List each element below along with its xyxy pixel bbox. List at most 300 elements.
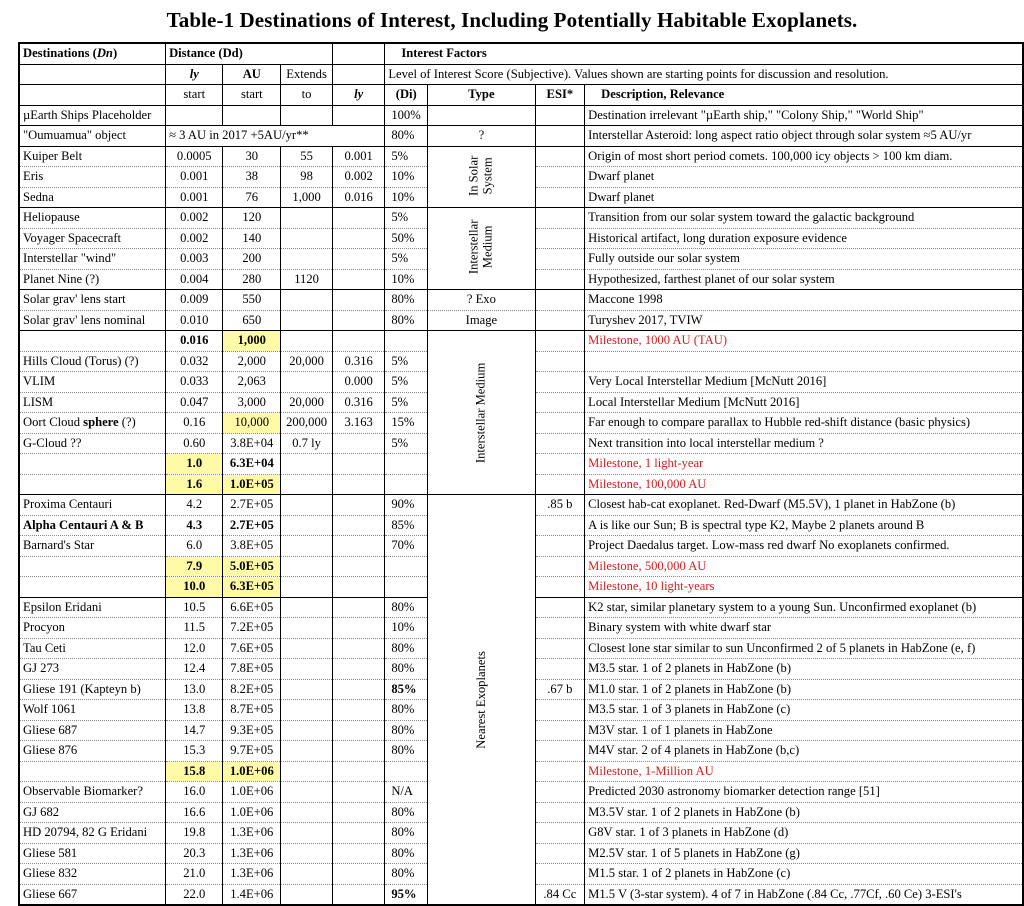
esi-value bbox=[535, 249, 585, 270]
table-row bbox=[19, 64, 1023, 85]
au-start: 5.0E+05 bbox=[223, 556, 281, 577]
au-start: 3,000 bbox=[223, 392, 281, 413]
destination-name: Kuiper Belt bbox=[19, 146, 166, 167]
esi-value bbox=[535, 310, 585, 331]
au-start: 38 bbox=[223, 167, 281, 188]
type-header: Type bbox=[428, 85, 535, 106]
description: A is like our Sun; B is spectral type K2, Maybe 2 planets around B bbox=[585, 515, 1023, 536]
ly-start: 0.60 bbox=[166, 433, 223, 454]
ly-start: 20.3 bbox=[166, 843, 223, 864]
extends-header: Extends bbox=[281, 64, 333, 85]
empty-cell bbox=[333, 43, 385, 64]
extends-to bbox=[281, 290, 333, 311]
ly-to: 0.002 bbox=[333, 167, 385, 188]
extends-to: 98 bbox=[281, 167, 333, 188]
ly-start: 0.009 bbox=[166, 290, 223, 311]
esi-value bbox=[535, 331, 585, 352]
destination-name: GJ 682 bbox=[19, 802, 166, 823]
description: G8V star. 1 of 3 planets in HabZone (d) bbox=[585, 823, 1023, 844]
interest-score: 85% bbox=[385, 515, 428, 536]
ly-start: 14.7 bbox=[166, 720, 223, 741]
ly-to bbox=[333, 597, 385, 618]
table-title: Table-1 Destinations of Interest, Including Potentially Habitable Exoplanets. bbox=[166, 8, 858, 32]
au-start: 1.3E+06 bbox=[223, 823, 281, 844]
ly-start: 10.0 bbox=[166, 577, 223, 598]
description: Destination irrelevant "µEarth ship," "Colony Ship," "World Ship" bbox=[585, 105, 1023, 126]
esi-value: .84 Cc bbox=[535, 884, 585, 905]
esi-value: .85 b bbox=[535, 495, 585, 516]
au-start: 9.7E+05 bbox=[223, 741, 281, 762]
interest-score: 95% bbox=[385, 884, 428, 905]
description: Project Daedalus target. Low-mass red dwarf No exoplanets confirmed. bbox=[585, 536, 1023, 557]
description: Dwarf planet bbox=[585, 167, 1023, 188]
description: Fully outside our solar system bbox=[585, 249, 1023, 270]
ly-to bbox=[333, 638, 385, 659]
au-start: 10,000 bbox=[223, 413, 281, 434]
interest-score: 70% bbox=[385, 536, 428, 557]
au-start: 7.6E+05 bbox=[223, 638, 281, 659]
ly-to: 3.163 bbox=[333, 413, 385, 434]
interest-score: 10% bbox=[385, 269, 428, 290]
extends-to bbox=[281, 454, 333, 475]
destination-name: Sedna bbox=[19, 187, 166, 208]
ly-to bbox=[333, 700, 385, 721]
extends-to bbox=[281, 536, 333, 557]
au-start: 200 bbox=[223, 249, 281, 270]
interest-score: 80% bbox=[385, 864, 428, 885]
description: M4V star. 2 of 4 planets in HabZone (b,c) bbox=[585, 741, 1023, 762]
ly-to: 0.000 bbox=[333, 372, 385, 393]
esi-value bbox=[535, 269, 585, 290]
ly-to bbox=[333, 290, 385, 311]
description-header: Description, Relevance bbox=[585, 85, 1023, 106]
interest-score bbox=[385, 761, 428, 782]
name-bold: sphere bbox=[83, 415, 119, 429]
extends-to: 20,000 bbox=[281, 351, 333, 372]
esi-value bbox=[535, 290, 585, 311]
destination-name: Eris bbox=[19, 167, 166, 188]
destination-name bbox=[19, 474, 166, 495]
extends-to bbox=[281, 474, 333, 495]
distance-span: ≈ 3 AU in 2017 +5AU/yr** bbox=[166, 126, 385, 147]
ly-start: 11.5 bbox=[166, 618, 223, 639]
ly-to bbox=[333, 843, 385, 864]
exo-type: ? Exo bbox=[428, 290, 535, 311]
ly-to bbox=[333, 618, 385, 639]
image-type: Image bbox=[428, 310, 535, 331]
solar-group-label bbox=[468, 155, 496, 195]
description: M3.5V star. 1 of 2 planets in HabZone (b) bbox=[585, 802, 1023, 823]
empty-cell bbox=[333, 64, 385, 85]
description: Milestone, 100,000 AU bbox=[585, 474, 1023, 495]
esi-value bbox=[535, 146, 585, 167]
ly-to bbox=[333, 331, 385, 352]
ly-to bbox=[333, 761, 385, 782]
ly-start: 0.0005 bbox=[166, 146, 223, 167]
description: M1.5 star. 1 of 2 planets in HabZone (c) bbox=[585, 864, 1023, 885]
interest-score: 5% bbox=[385, 433, 428, 454]
ly-to bbox=[333, 228, 385, 249]
au-start: 8.7E+05 bbox=[223, 700, 281, 721]
extends-to bbox=[281, 597, 333, 618]
ly-to bbox=[333, 577, 385, 598]
interest-score: 10% bbox=[385, 167, 428, 188]
interest-score: 5% bbox=[385, 392, 428, 413]
esi-value bbox=[535, 515, 585, 536]
au-start: 1.0E+06 bbox=[223, 782, 281, 803]
description: Milestone, 1 light-year bbox=[585, 454, 1023, 475]
description: M1.5 V (3-star system). 4 of 7 in HabZone (.84 Cc, .77Cf, .60 Ce) 3-ESI's bbox=[585, 884, 1023, 905]
extends-to: 55 bbox=[281, 146, 333, 167]
ly-to bbox=[333, 269, 385, 290]
ly-start: 0.010 bbox=[166, 310, 223, 331]
description: Closest lone star similar to sun Unconfirmed 2 of 5 planets in HabZone (e, f) bbox=[585, 638, 1023, 659]
destination-name: "Oumuamua" object bbox=[19, 126, 166, 147]
description: Maccone 1998 bbox=[585, 290, 1023, 311]
au-start: 1.0E+06 bbox=[223, 761, 281, 782]
extends-to bbox=[281, 515, 333, 536]
description: K2 star, similar planetary system to a young Sun. Unconfirmed exoplanet (b) bbox=[585, 597, 1023, 618]
description: Closest hab-cat exoplanet. Red-Dwarf (M5.5V), 1 planet in HabZone (b) bbox=[585, 495, 1023, 516]
ly-start: 0.016 bbox=[166, 331, 223, 352]
esi-value bbox=[535, 474, 585, 495]
destination-name: Gliese 876 bbox=[19, 741, 166, 762]
ly-to bbox=[333, 249, 385, 270]
ly-to bbox=[333, 659, 385, 680]
description: Dwarf planet bbox=[585, 187, 1023, 208]
interest-score: 80% bbox=[385, 597, 428, 618]
au-start: 120 bbox=[223, 208, 281, 229]
destination-name: Gliese 832 bbox=[19, 864, 166, 885]
destination-name: Solar grav' lens start bbox=[19, 290, 166, 311]
extends-to bbox=[281, 659, 333, 680]
interest-score bbox=[385, 454, 428, 475]
extends-to bbox=[281, 802, 333, 823]
au-start: 280 bbox=[223, 269, 281, 290]
ly-to bbox=[333, 802, 385, 823]
au-start: 2,063 bbox=[223, 372, 281, 393]
table-row bbox=[19, 208, 1023, 229]
ly-to bbox=[333, 679, 385, 700]
interest-score: 5% bbox=[385, 351, 428, 372]
ly-to bbox=[333, 495, 385, 516]
destination-name: G-Cloud ?? bbox=[19, 433, 166, 454]
ly-start: 4.2 bbox=[166, 495, 223, 516]
destination-name: Solar grav' lens nominal bbox=[19, 310, 166, 331]
extends-to bbox=[281, 228, 333, 249]
au-start: 6.3E+04 bbox=[223, 454, 281, 475]
interest-score: 80% bbox=[385, 638, 428, 659]
extends-to bbox=[281, 208, 333, 229]
extends-to: 200,000 bbox=[281, 413, 333, 434]
ly-start: 19.8 bbox=[166, 823, 223, 844]
extends-to: 1120 bbox=[281, 269, 333, 290]
interest-score: 50% bbox=[385, 228, 428, 249]
ly-to bbox=[333, 208, 385, 229]
description: Next transition into local interstellar medium ? bbox=[585, 433, 1023, 454]
au-header: AU bbox=[223, 64, 281, 85]
ly-start: 16.0 bbox=[166, 782, 223, 803]
interest-score: 80% bbox=[385, 720, 428, 741]
esi-value bbox=[535, 228, 585, 249]
interest-score: 5% bbox=[385, 208, 428, 229]
au-start: 1.3E+06 bbox=[223, 843, 281, 864]
destination-name: Heliopause bbox=[19, 208, 166, 229]
ly-start: 0.033 bbox=[166, 372, 223, 393]
ly-start: 12.0 bbox=[166, 638, 223, 659]
ly-to bbox=[333, 105, 385, 126]
extends-to bbox=[281, 761, 333, 782]
esi-value bbox=[535, 761, 585, 782]
ly-to: 0.001 bbox=[333, 146, 385, 167]
ly-start: 10.5 bbox=[166, 597, 223, 618]
extends-to bbox=[281, 105, 333, 126]
solar-line-2: System bbox=[480, 156, 495, 194]
interest-score: 5% bbox=[385, 372, 428, 393]
au-start: 3.8E+04 bbox=[223, 433, 281, 454]
au-start: 6.3E+05 bbox=[223, 577, 281, 598]
description: Turyshev 2017, TVIW bbox=[585, 310, 1023, 331]
ly-start: 16.6 bbox=[166, 802, 223, 823]
interest-score: 100% bbox=[385, 105, 428, 126]
ly-start: 0.002 bbox=[166, 208, 223, 229]
esi-value bbox=[535, 556, 585, 577]
au-start: 1.3E+06 bbox=[223, 864, 281, 885]
interest-score: 80% bbox=[385, 659, 428, 680]
esi-value bbox=[535, 577, 585, 598]
ly-to bbox=[333, 823, 385, 844]
empty-cell bbox=[19, 85, 166, 106]
destination-name: Hills Cloud (Torus) (?) bbox=[19, 351, 166, 372]
description: Predicted 2030 astronomy biomarker detection range [51] bbox=[585, 782, 1023, 803]
destination-name: Procyon bbox=[19, 618, 166, 639]
interest-score: 80% bbox=[385, 843, 428, 864]
description: Milestone, 1-Million AU bbox=[585, 761, 1023, 782]
esi-value bbox=[535, 638, 585, 659]
ly-to bbox=[333, 884, 385, 905]
ly-to bbox=[333, 720, 385, 741]
esi-value bbox=[535, 618, 585, 639]
au-start: 2.7E+05 bbox=[223, 515, 281, 536]
esi-value bbox=[535, 413, 585, 434]
esi-value bbox=[535, 823, 585, 844]
destination-name bbox=[19, 577, 166, 598]
start-label: start bbox=[166, 85, 223, 106]
esi-value bbox=[535, 167, 585, 188]
destination-name bbox=[19, 413, 166, 434]
ly-header: ly bbox=[166, 64, 223, 85]
destination-name bbox=[19, 556, 166, 577]
destination-name: Barnard's Star bbox=[19, 536, 166, 557]
esi-value bbox=[535, 372, 585, 393]
description: Origin of most short period comets. 100,000 icy objects > 100 km diam. bbox=[585, 146, 1023, 167]
destination-name: Proxima Centauri bbox=[19, 495, 166, 516]
ly-to bbox=[333, 310, 385, 331]
destination-name: Observable Biomarker? bbox=[19, 782, 166, 803]
extends-to bbox=[281, 843, 333, 864]
esi-value bbox=[535, 536, 585, 557]
ly-to: 0.316 bbox=[333, 351, 385, 372]
esi-header: ESI* bbox=[535, 85, 585, 106]
table-row bbox=[19, 105, 1023, 126]
destination-name: Wolf 1061 bbox=[19, 700, 166, 721]
au-start: 7.2E+05 bbox=[223, 618, 281, 639]
interest-score: 90% bbox=[385, 495, 428, 516]
description: Milestone, 1000 AU (TAU) bbox=[585, 331, 1023, 352]
name-part: Oort Cloud bbox=[23, 415, 84, 429]
destinations-header bbox=[19, 43, 166, 64]
interest-score: 80% bbox=[385, 126, 428, 147]
table-row bbox=[19, 43, 1023, 64]
extends-to bbox=[281, 249, 333, 270]
esi-value bbox=[535, 126, 585, 147]
destination-name: LISM bbox=[19, 392, 166, 413]
destination-name: GJ 273 bbox=[19, 659, 166, 680]
au-start: 650 bbox=[223, 310, 281, 331]
au-start: 8.2E+05 bbox=[223, 679, 281, 700]
extends-to bbox=[281, 700, 333, 721]
extends-to bbox=[281, 741, 333, 762]
table-row bbox=[19, 310, 1023, 331]
destination-name: VLIM bbox=[19, 372, 166, 393]
au-start: 6.6E+05 bbox=[223, 597, 281, 618]
description bbox=[585, 351, 1023, 372]
extends-to bbox=[281, 618, 333, 639]
description: Historical artifact, long duration exposure evidence bbox=[585, 228, 1023, 249]
ly-start: 0.004 bbox=[166, 269, 223, 290]
interest-score: 5% bbox=[385, 249, 428, 270]
extends-to: 20,000 bbox=[281, 392, 333, 413]
au-start: 1,000 bbox=[223, 331, 281, 352]
description: M1.0 star. 1 of 2 planets in HabZone (b) bbox=[585, 679, 1023, 700]
esi-value bbox=[535, 351, 585, 372]
esi-value bbox=[535, 864, 585, 885]
destination-name: Gliese 581 bbox=[19, 843, 166, 864]
interstellar-medium-group bbox=[428, 331, 535, 495]
table-row bbox=[19, 126, 1023, 147]
extends-to bbox=[281, 884, 333, 905]
esi-value bbox=[535, 802, 585, 823]
interest-score: 80% bbox=[385, 700, 428, 721]
destination-name bbox=[19, 454, 166, 475]
esi-value bbox=[535, 843, 585, 864]
description: Hypothesized, farthest planet of our solar system bbox=[585, 269, 1023, 290]
empty-cell bbox=[19, 64, 166, 85]
ly-to bbox=[333, 474, 385, 495]
destination-name bbox=[19, 761, 166, 782]
interest-score bbox=[385, 556, 428, 577]
interstellar-medium-small-group bbox=[428, 208, 535, 290]
au-start: 1.0E+06 bbox=[223, 802, 281, 823]
ly-to bbox=[333, 536, 385, 557]
ly-to: 0.316 bbox=[333, 392, 385, 413]
type-cell bbox=[428, 105, 535, 126]
au-start bbox=[223, 105, 281, 126]
interest-score: N/A bbox=[385, 782, 428, 803]
interest-factors-header: Interest Factors bbox=[385, 43, 1023, 64]
esi-value bbox=[535, 597, 585, 618]
interest-score bbox=[385, 331, 428, 352]
ly-to bbox=[333, 515, 385, 536]
destination-name: Tau Ceti bbox=[19, 638, 166, 659]
im-large-label: Interstellar Medium bbox=[473, 362, 488, 463]
au-start: 1.4E+06 bbox=[223, 884, 281, 905]
esi-value bbox=[535, 433, 585, 454]
esi-value bbox=[535, 741, 585, 762]
ly-start: 21.0 bbox=[166, 864, 223, 885]
ly-start: 7.9 bbox=[166, 556, 223, 577]
au-start: 7.8E+05 bbox=[223, 659, 281, 680]
extends-to bbox=[281, 556, 333, 577]
extends-to bbox=[281, 679, 333, 700]
esi-value bbox=[535, 700, 585, 721]
au-start: 9.3E+05 bbox=[223, 720, 281, 741]
description: M3.5 star. 1 of 2 planets in HabZone (b) bbox=[585, 659, 1023, 680]
start-label: start bbox=[223, 85, 281, 106]
esi-value bbox=[535, 720, 585, 741]
esi-value bbox=[535, 782, 585, 803]
im-line-2: Medium bbox=[480, 225, 495, 269]
description: Interstellar Asteroid: long aspect ratio object through solar system ≈5 AU/yr bbox=[585, 126, 1023, 147]
au-start: 2.7E+05 bbox=[223, 495, 281, 516]
ly-start: 0.047 bbox=[166, 392, 223, 413]
au-start: 3.8E+05 bbox=[223, 536, 281, 557]
esi-value bbox=[535, 208, 585, 229]
ly-start: 22.0 bbox=[166, 884, 223, 905]
extends-to bbox=[281, 577, 333, 598]
ly-start: 6.0 bbox=[166, 536, 223, 557]
ly-label: ly bbox=[333, 85, 385, 106]
table-row bbox=[19, 290, 1023, 311]
description: M3V star. 1 of 1 planets in HabZone bbox=[585, 720, 1023, 741]
description: Milestone, 500,000 AU bbox=[585, 556, 1023, 577]
extends-to bbox=[281, 782, 333, 803]
description: Transition from our solar system toward the galactic background bbox=[585, 208, 1023, 229]
extends-to bbox=[281, 720, 333, 741]
level-note: Level of Interest Score (Subjective). Values shown are starting points for discussion and resolution. bbox=[385, 64, 1023, 85]
destination-name bbox=[19, 331, 166, 352]
ly-start: 15.3 bbox=[166, 741, 223, 762]
interest-score: 80% bbox=[385, 823, 428, 844]
interest-score: 10% bbox=[385, 187, 428, 208]
description: Local Interstellar Medium [McNutt 2016] bbox=[585, 392, 1023, 413]
destination-name: Gliese 191 (Kapteyn b) bbox=[19, 679, 166, 700]
extends-to: 0.7 ly bbox=[281, 433, 333, 454]
esi-value: .67 b bbox=[535, 679, 585, 700]
description: Binary system with white dwarf star bbox=[585, 618, 1023, 639]
destinations-label: Destinations ( bbox=[23, 46, 97, 60]
extends-to bbox=[281, 310, 333, 331]
interest-score bbox=[385, 577, 428, 598]
au-start: 76 bbox=[223, 187, 281, 208]
interest-score: 5% bbox=[385, 146, 428, 167]
destinations-close: ) bbox=[112, 46, 118, 60]
ly-start: 1.6 bbox=[166, 474, 223, 495]
interest-score: 80% bbox=[385, 802, 428, 823]
extends-to bbox=[281, 331, 333, 352]
table-row bbox=[19, 146, 1023, 167]
extends-to: 1,000 bbox=[281, 187, 333, 208]
esi-value bbox=[535, 187, 585, 208]
solar-line-1: In Solar bbox=[466, 155, 481, 196]
esi-value bbox=[535, 659, 585, 680]
table-row bbox=[19, 331, 1023, 352]
nearest-exoplanets-group bbox=[428, 495, 535, 906]
destinations-table bbox=[18, 42, 1024, 906]
ly-to bbox=[333, 454, 385, 475]
distance-header: Distance (Dd) bbox=[166, 43, 333, 64]
destination-name: Alpha Centauri A & B bbox=[19, 515, 166, 536]
